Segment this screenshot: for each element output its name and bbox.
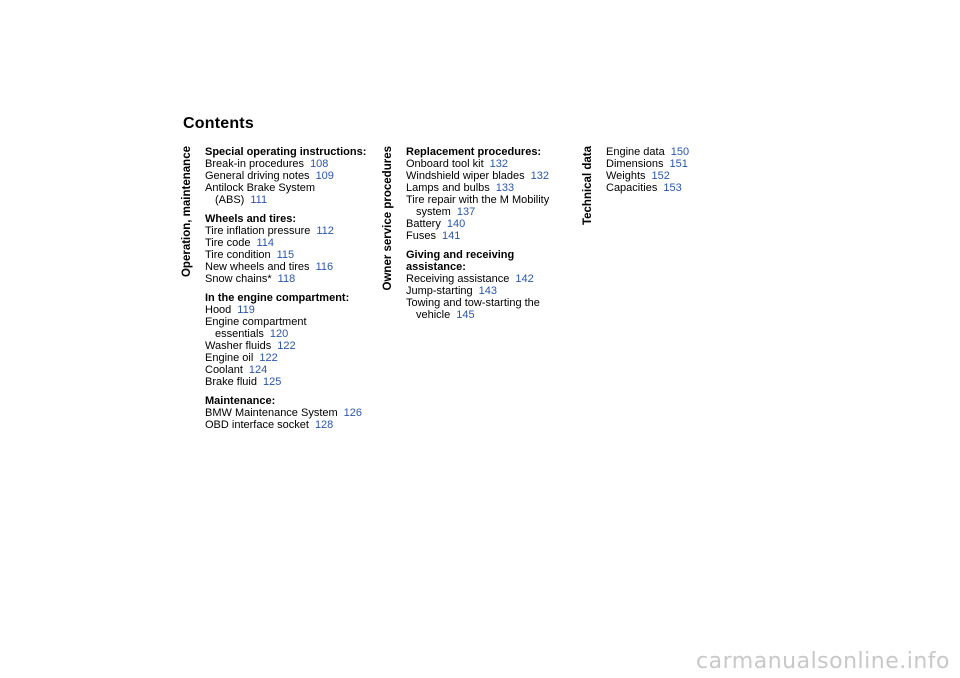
page-number-link[interactable]: 143: [478, 285, 497, 297]
page-number-link[interactable]: 128: [314, 419, 334, 431]
section-tab-operation-maintenance[interactable]: [180, 146, 194, 296]
section-heading: Special operating instructions:: [205, 146, 367, 158]
group-spacer: [205, 388, 375, 395]
toc-entry-label: OBD interface socket: [205, 419, 309, 431]
toc-entry-text: [406, 218, 566, 230]
toc-entry-label: Capacities: [606, 182, 658, 194]
page-number-link[interactable]: 116: [315, 261, 334, 273]
toc-entry-text: [406, 309, 566, 321]
toc-entry-label: Snow chains*: [205, 273, 272, 285]
page-number-link[interactable]: 109: [315, 170, 334, 182]
toc-entry-label: Engine data: [606, 146, 665, 158]
toc-entry-label: Tire condition: [205, 249, 271, 261]
toc-entry[interactable]: [606, 170, 776, 182]
toc-entry-text: [205, 194, 375, 206]
contents-column-technical-data: [606, 146, 776, 194]
section-heading: Replacement procedures:: [406, 146, 542, 158]
toc-entry-label: Coolant: [205, 364, 243, 376]
toc-entry-label: Towing and tow-starting the: [406, 297, 540, 309]
page-number-link[interactable]: 124: [248, 364, 268, 376]
page-number-link[interactable]: 140: [446, 218, 466, 230]
toc-entry-text: [205, 340, 375, 352]
toc-entry[interactable]: [205, 261, 375, 273]
toc-entry-text: [205, 304, 375, 316]
toc-entry-label: Lamps and bulbs: [406, 182, 490, 194]
toc-entry[interactable]: [406, 170, 566, 182]
page-number-link[interactable]: 145: [456, 309, 475, 321]
toc-entry-label: Tire code: [205, 237, 251, 249]
toc-entry-label: BMW Maintenance System: [205, 407, 338, 419]
toc-entry-label: system: [416, 206, 451, 218]
toc-entry[interactable]: [205, 376, 375, 388]
toc-entry-text: [205, 261, 375, 273]
toc-entry-label: vehicle: [416, 309, 451, 321]
toc-entry[interactable]: [205, 419, 375, 431]
toc-entry[interactable]: [205, 249, 375, 261]
toc-entry-text: [406, 285, 566, 297]
toc-entry-text: [205, 352, 375, 364]
toc-entry[interactable]: [406, 297, 566, 321]
toc-entry-label: Windshield wiper blades: [406, 170, 525, 182]
page-number-link[interactable]: 132: [530, 170, 549, 182]
page-number-link[interactable]: 150: [670, 146, 690, 158]
section-heading: Wheels and tires:: [205, 213, 297, 225]
toc-entry[interactable]: [205, 364, 375, 376]
group-spacer: [205, 285, 375, 292]
toc-entry-text: [205, 225, 375, 237]
toc-entry[interactable]: [406, 218, 566, 230]
toc-entry-text: [406, 230, 566, 242]
section-heading: Maintenance:: [205, 395, 276, 407]
section-tab-label: Owner service procedures: [382, 146, 394, 291]
toc-entry-label: Onboard tool kit: [406, 158, 484, 170]
page-number-link[interactable]: 122: [277, 340, 296, 352]
toc-entry-text: [205, 376, 375, 388]
page-number-link[interactable]: 120: [269, 328, 289, 340]
page-number-link[interactable]: 119: [237, 304, 255, 316]
toc-entry[interactable]: [205, 407, 375, 419]
toc-entry-text: [205, 273, 375, 285]
toc-entry-label: Tire inflation pressure: [205, 225, 311, 237]
toc-entry[interactable]: [406, 285, 566, 297]
toc-entry-text: [205, 170, 375, 182]
page-number-link[interactable]: 132: [489, 158, 509, 170]
group-spacer: [406, 242, 566, 249]
page-number-link[interactable]: 125: [262, 376, 282, 388]
page-number-link[interactable]: 114: [256, 237, 274, 249]
group-spacer: [205, 206, 375, 213]
toc-entry[interactable]: [406, 230, 566, 242]
toc-entry-text: [205, 249, 375, 261]
page-number-link[interactable]: 112: [316, 225, 334, 237]
toc-entry-label: Receiving assistance: [406, 273, 510, 285]
page-number-link[interactable]: 141: [441, 230, 461, 242]
toc-entry-text: [205, 237, 375, 249]
toc-entry[interactable]: [205, 304, 375, 316]
toc-entry-label: Engine oil: [205, 352, 254, 364]
page-number-link[interactable]: 108: [310, 158, 329, 170]
watermark: carmanualsonline.info: [696, 649, 950, 674]
section-tab-owner-service-procedures[interactable]: [381, 146, 395, 296]
toc-entry-text: [406, 158, 566, 170]
toc-entry-text: [406, 297, 566, 309]
section-tab-technical-data[interactable]: [581, 146, 595, 296]
page-number-link[interactable]: 133: [495, 182, 515, 194]
toc-entry-text: [205, 419, 375, 431]
section-heading: Giving and receiving assistance:: [406, 249, 515, 273]
section-tab-label: Operation, maintenance: [181, 146, 193, 278]
toc-entry-text: [606, 170, 776, 182]
toc-entry-label: Hood: [205, 304, 232, 316]
toc-entry-text: [606, 182, 776, 194]
page-number-link[interactable]: 142: [515, 273, 534, 285]
toc-entry-text: [406, 206, 566, 218]
toc-entry[interactable]: [606, 158, 776, 170]
toc-entry-label: essentials: [215, 328, 264, 340]
contents-column-operation: [205, 146, 375, 431]
toc-entry[interactable]: [205, 352, 375, 364]
toc-entry[interactable]: [406, 182, 566, 194]
toc-entry[interactable]: [606, 182, 776, 194]
toc-entry-label: Jump-starting: [406, 285, 473, 297]
toc-entry[interactable]: [205, 225, 375, 237]
toc-entry-label: Break-in procedures: [205, 158, 305, 170]
toc-entry[interactable]: [406, 194, 566, 218]
toc-entry-label: Engine compartment: [205, 316, 307, 328]
section-heading: In the engine compartment:: [205, 292, 350, 304]
page-number-link[interactable]: 151: [669, 158, 688, 170]
toc-entry-label: (ABS): [215, 194, 245, 206]
toc-entry-text: [205, 407, 375, 419]
page-number-link[interactable]: 115: [276, 249, 295, 261]
toc-entry-text: [406, 170, 566, 182]
toc-entry-text: [606, 158, 776, 170]
toc-entry[interactable]: [205, 273, 375, 285]
page-number-link[interactable]: 122: [259, 352, 278, 364]
toc-entry[interactable]: [205, 158, 375, 170]
toc-entry-label: Fuses: [406, 230, 436, 242]
toc-entry-label: Tire repair with the M Mobility: [406, 194, 550, 206]
toc-entry[interactable]: [205, 316, 375, 340]
toc-entry-text: [406, 194, 566, 206]
toc-entry-text: [205, 364, 375, 376]
toc-entry-text: [205, 328, 375, 340]
toc-entry-label: General driving notes: [205, 170, 310, 182]
toc-entry-text: [606, 146, 776, 158]
toc-entry-label: Antilock Brake System: [205, 182, 316, 194]
page-number-link[interactable]: 152: [651, 170, 670, 182]
toc-entry-text: [406, 273, 566, 285]
page-number-link[interactable]: 137: [456, 206, 476, 218]
toc-entry-text: [205, 158, 375, 170]
toc-entry[interactable]: [606, 146, 776, 158]
toc-entry-label: Brake fluid: [205, 376, 257, 388]
toc-entry-label: Dimensions: [606, 158, 664, 170]
toc-entry-label: Washer fluids: [205, 340, 272, 352]
toc-entry-text: [205, 316, 375, 328]
toc-entry[interactable]: [406, 273, 566, 285]
toc-entry-text: [205, 182, 375, 194]
page-number-link[interactable]: 118: [277, 273, 296, 285]
contents-column-owner-service: [406, 146, 566, 321]
page-number-link[interactable]: 126: [343, 407, 363, 419]
toc-entry-text: [406, 182, 566, 194]
toc-entry[interactable]: [205, 340, 375, 352]
page-title: Contents: [183, 115, 254, 132]
toc-entry[interactable]: [406, 158, 566, 170]
toc-entry[interactable]: [205, 182, 375, 206]
page-number-link[interactable]: 153: [663, 182, 682, 194]
toc-entry-label: Weights: [606, 170, 646, 182]
toc-entry[interactable]: [205, 237, 375, 249]
section-tab-label: Technical data: [582, 146, 594, 226]
toc-entry[interactable]: [205, 170, 375, 182]
toc-entry-label: Battery: [406, 218, 441, 230]
page-number-link[interactable]: 111: [250, 194, 268, 206]
toc-entry-label: New wheels and tires: [205, 261, 310, 273]
